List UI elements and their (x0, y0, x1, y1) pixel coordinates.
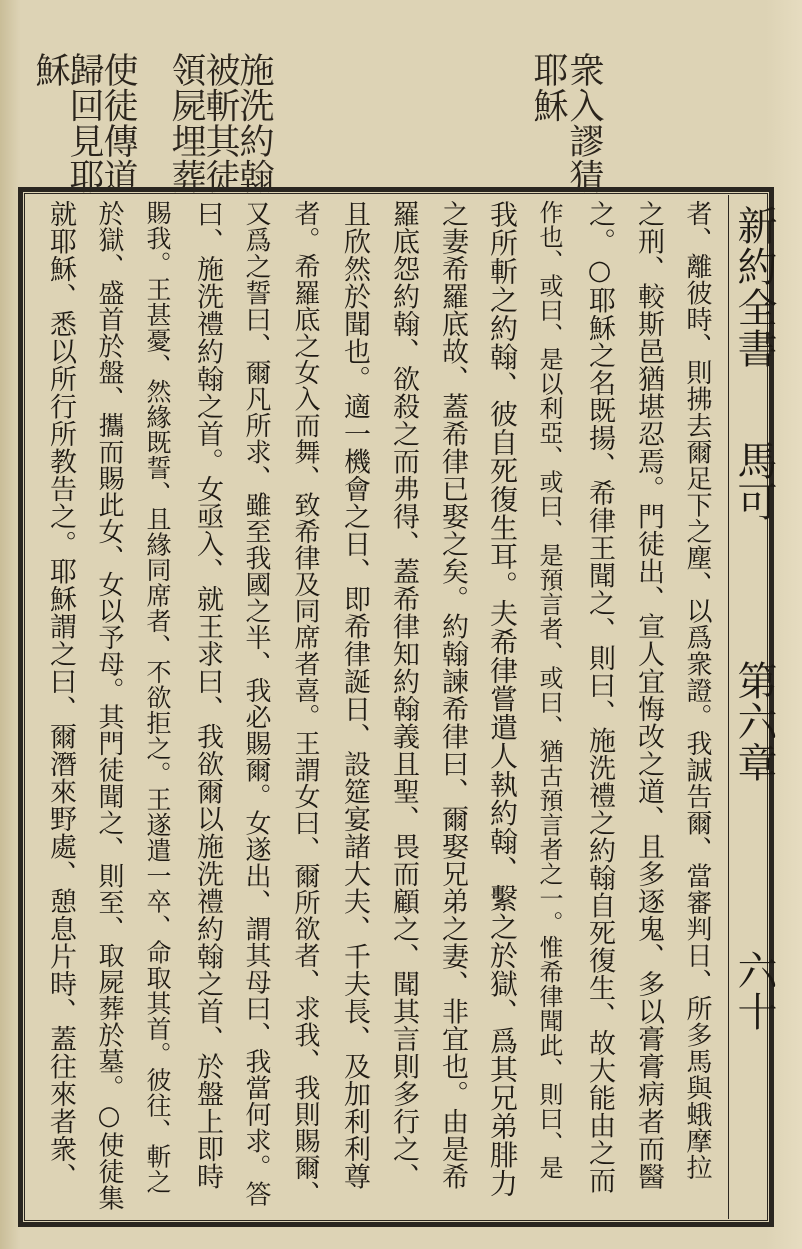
text-column-7: 羅底怨約翰、欲殺之而弗得、蓋希律知約翰義且聖、畏而顧之、聞其言則多行之、 (388, 200, 419, 1190)
text-column-3: 之。○耶穌之名既揚、希律王聞之、則曰、施洗禮之約翰自死復生、故大能由之而 (584, 200, 615, 1194)
text-column-13: 於獄、盛首於盤、攜而賜此女、女以予母。其門徒聞之、則至、取屍葬於墓。○使徒集 (94, 200, 124, 1211)
text-column-9: 者。希羅底之女入而舞、致希律及同席者喜。王謂女曰、爾所欲者、求我、我則賜爾、 (290, 200, 320, 1207)
page-binding-shadow (0, 0, 20, 1249)
text-column-6: 之妻希羅底故、蓋希律已娶之矣。約翰諫希律曰、爾娶兄弟之妻、非宜也。由是希 (437, 200, 468, 1190)
text-column-5: 我所斬之約翰、彼自死復生耳。夫希律嘗遣人執約翰、繫之於獄、爲其兄弟腓力 (486, 200, 519, 1198)
headnote-column: 穌 (30, 52, 70, 88)
chapter-heading: 第六章 (731, 660, 777, 783)
header-divider-rule (728, 195, 729, 1219)
text-column-12: 賜我。王甚憂、然緣既誓、且緣同席者、不欲拒之。王遂遣一卒、命取其首。彼往、斬之 (143, 200, 172, 1195)
headnote-column: 耶穌 (528, 52, 568, 123)
book-title: 新約全書 (731, 205, 777, 369)
headnote-column: 使徒傳道 (98, 52, 138, 194)
text-column-8: 且欣然於聞也。適一機會之日、即希律誕日、設筵宴諸大夫、千夫長、及加利利尊 (339, 200, 370, 1190)
headnote-column: 衆入謬猜 (564, 52, 604, 194)
text-column-11: 曰、施洗禮約翰之首。女亟入、就王求曰、我欲爾以施洗禮約翰之首、於盤上即時 (192, 200, 223, 1190)
text-column-2: 之刑、較斯邑猶堪忍焉。門徒出、宣人宜悔改之道、且多逐鬼、多以膏膏病者而醫 (633, 200, 664, 1190)
book-name: 馬可 (731, 440, 777, 522)
text-column-10: 又爲之誓曰、爾凡所求、雖至我國之半、我必賜爾。女遂出、謂其母曰、我當何求。答 (241, 200, 271, 1207)
headnote-column: 被斬其徒 (200, 52, 240, 194)
page-number: 六十 (731, 950, 777, 1032)
text-column-14: 就耶穌、悉以所行所教告之。耶穌謂之曰、爾潛來野處、憩息片時、蓋往來者衆、 (45, 200, 76, 1190)
headnote-column: 歸回見耶 (64, 52, 104, 194)
headnote-column: 領屍埋葬 (166, 52, 206, 194)
headnote-column: 施洗約翰 (234, 52, 274, 194)
text-column-4: 作也、或曰、是以利亞、或曰、是預言者、或曰、猶古預言者之一。惟希律聞此、則曰、是 (535, 200, 563, 1180)
text-column-1: 者、離彼時、則拂去爾足下之塵、以爲衆證。我誠告爾、當審判日、所多馬與蛾摩拉 (682, 200, 712, 1181)
